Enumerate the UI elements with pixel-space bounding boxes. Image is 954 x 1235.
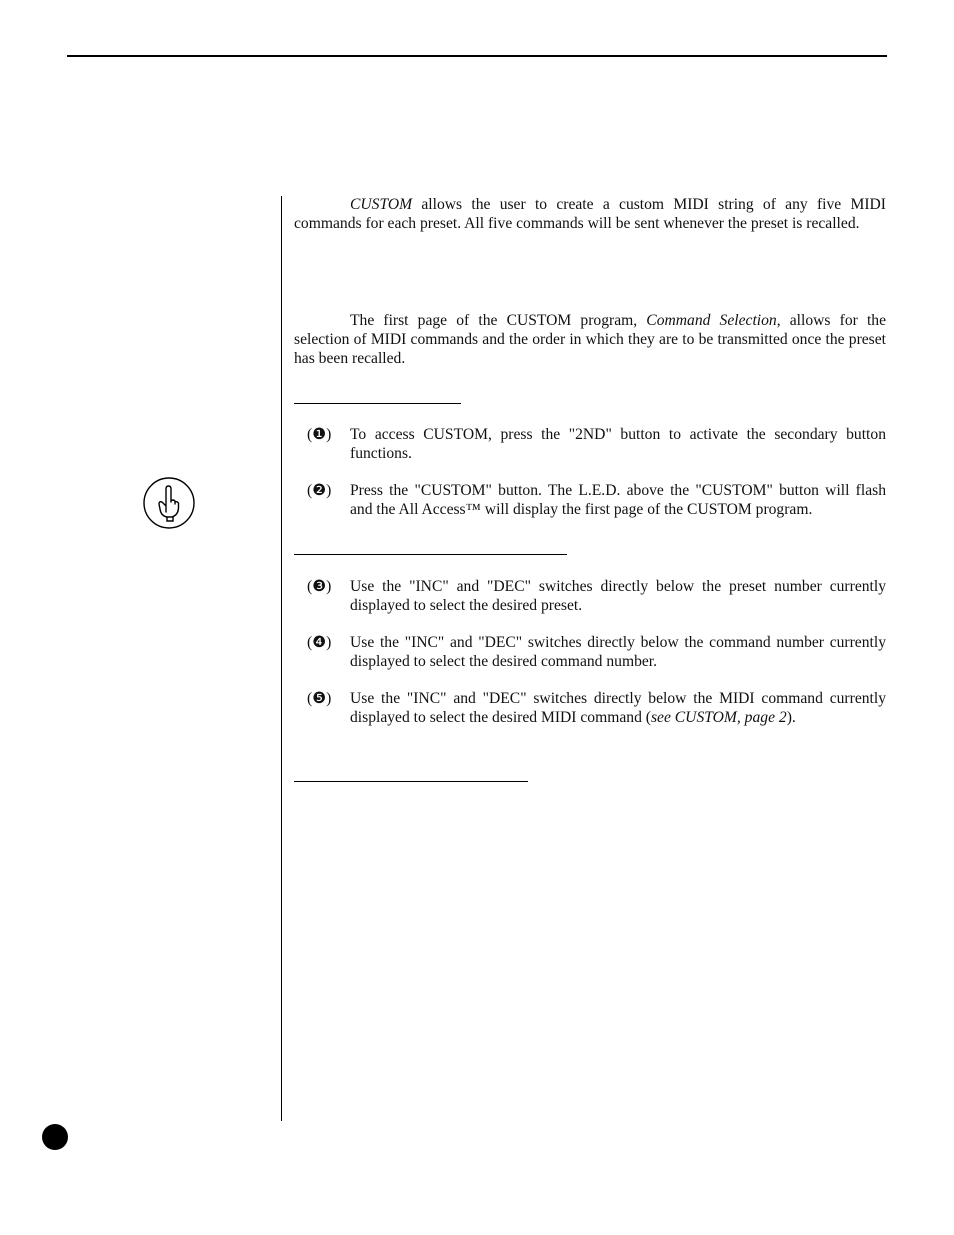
pointing-hand-icon bbox=[142, 476, 196, 530]
step-4-text: Use the "INC" and "DEC" switches directly below the command number currently displayed to select the desired command number. bbox=[350, 634, 886, 670]
step-5 bbox=[307, 689, 886, 727]
step-2-number: (❷) bbox=[307, 482, 332, 499]
command-lead: The first page of the CUSTOM program, bbox=[350, 312, 647, 329]
step-3-number: (❸) bbox=[307, 578, 332, 595]
step-4-number: (❹) bbox=[307, 634, 332, 651]
step-1-number: (❶) bbox=[307, 426, 332, 443]
header-rule bbox=[67, 55, 887, 57]
step-1 bbox=[307, 425, 886, 463]
margin-column-rule bbox=[281, 196, 282, 1121]
step-5-number: (❺) bbox=[307, 690, 332, 707]
command-text: , allows for the selection of MIDI commands and the order in which they are to be transmitted once the preset has been recalled. bbox=[294, 312, 886, 367]
step-5-end: ). bbox=[786, 709, 796, 726]
command-term: Command Selection bbox=[646, 312, 777, 329]
section-rule-1 bbox=[294, 403, 461, 404]
section-rule-2 bbox=[294, 554, 567, 555]
step-3-text: Use the "INC" and "DEC" switches directly below the preset number currently displayed to select the desired preset. bbox=[350, 578, 886, 614]
step-3 bbox=[307, 577, 886, 615]
step-5-body: Use the "INC" and "DEC" switches directly below the MIDI command currently displayed to select the desired MIDI command ( bbox=[350, 690, 886, 726]
step-2-text: Press the "CUSTOM" button. The L.E.D. above the "CUSTOM" button will flash and the All Access™ will display the first page of the CUSTOM program. bbox=[350, 482, 886, 518]
section-rule-3 bbox=[294, 781, 528, 782]
step-1-text: To access CUSTOM, press the "2ND" button to activate the secondary button functions. bbox=[350, 426, 886, 462]
step-2 bbox=[307, 481, 886, 519]
intro-text: allows the user to create a custom MIDI string of any five MIDI commands for each preset. All five commands will be sent whenever the preset is recalled. bbox=[294, 196, 886, 232]
step-5-reference: see CUSTOM, page 2 bbox=[650, 709, 787, 726]
command-selection-paragraph bbox=[294, 311, 886, 368]
page-marker-icon bbox=[42, 1124, 68, 1150]
intro-term: CUSTOM bbox=[350, 196, 413, 213]
intro-paragraph bbox=[294, 195, 886, 233]
step-5-text bbox=[350, 689, 886, 727]
step-4 bbox=[307, 633, 886, 671]
